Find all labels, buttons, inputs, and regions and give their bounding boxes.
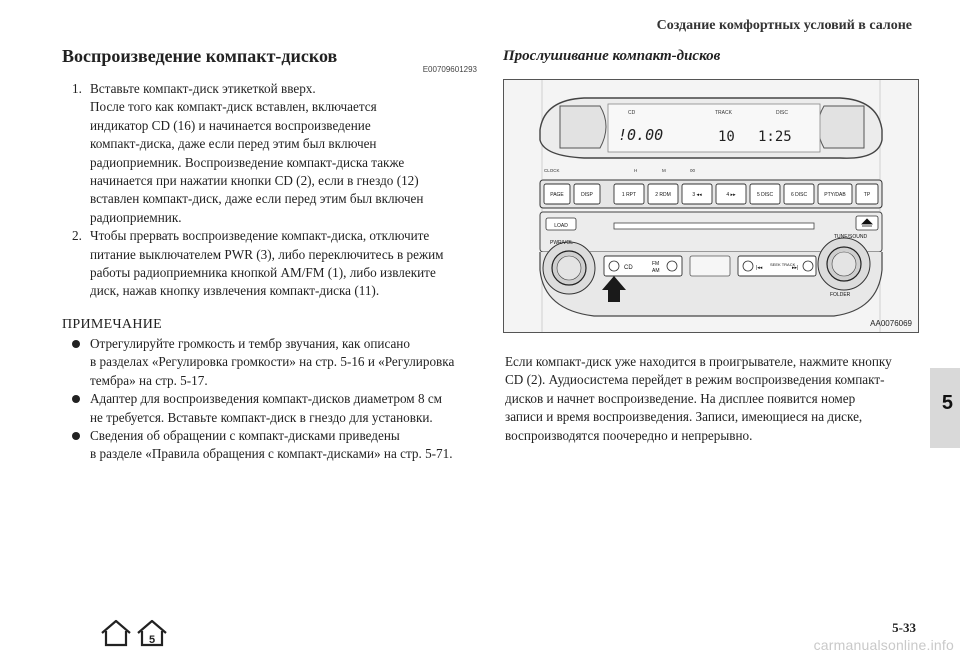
- radio-illustration: [504, 80, 918, 332]
- page-button-label: PAGE: [550, 192, 564, 198]
- preset-6-label: 6 DISC: [790, 192, 808, 198]
- bullet-icon: [62, 390, 90, 427]
- text-line: Если компакт-диск уже находится в проигрывателе, нажмите кнопку: [505, 354, 892, 369]
- display-readout: !0.00: [618, 126, 664, 144]
- pwr-vol-label: PWR/VOL: [550, 240, 574, 246]
- text-line: питание выключателем PWR (3), либо переключитесь в режим: [90, 246, 444, 262]
- cd-button-label: CD: [624, 265, 633, 271]
- pty-button-label: PTY/DAB: [824, 192, 846, 198]
- folder-label: FOLDER: [830, 292, 851, 298]
- step-item: [62, 227, 477, 301]
- step-list: [62, 80, 477, 301]
- display-time: 1:25: [758, 129, 792, 145]
- text-line: диск, нажав кнопку извлечения компакт-диска (11).: [90, 283, 380, 299]
- preset-1-label: 1 RPT: [621, 192, 637, 198]
- text-line: начинается при нажатии кнопки CD (2), если в гнездо (12): [90, 173, 419, 189]
- text-line: индикатор CD (16) и начинается воспроизведение: [90, 117, 371, 133]
- note-heading: ПРИМЕЧАНИЕ: [62, 316, 162, 332]
- text-block: [90, 227, 443, 301]
- text-line: в разделе «Правила обращения с компакт-дисками» на стр. 5-71.: [90, 446, 453, 462]
- cd-slot: [614, 223, 814, 229]
- text-block: [90, 427, 453, 464]
- figure-code: AA0076069: [870, 319, 912, 328]
- minute-label: M: [662, 168, 666, 173]
- step-number: 2.: [72, 228, 82, 244]
- display-track-label: TRACK: [715, 110, 732, 116]
- note-item: [62, 390, 477, 427]
- note-item: [62, 427, 477, 464]
- tp-button-label: TP: [863, 192, 871, 198]
- am-button-label: AM: [652, 268, 660, 274]
- text-line: Вставьте компакт-диск этикеткой вверх.: [90, 81, 316, 96]
- text-line: радиоприемник. Воспроизведение компакт-диска также: [90, 154, 405, 170]
- right-column: [503, 48, 923, 445]
- text-block: [90, 80, 423, 227]
- display-disc-label: DISC: [776, 110, 788, 116]
- bullet-icon: [62, 335, 90, 390]
- text-line: CD (2). Аудиосистема перейдет в режим воспроизведения компакт-: [505, 372, 885, 388]
- tune-sound-label: TUNE/SOUND: [834, 234, 868, 240]
- running-header: Создание комфортных условий в салоне: [656, 18, 912, 33]
- text-block: [505, 353, 923, 445]
- seek-track-label: SEEK TRACK: [770, 262, 796, 267]
- chapter-home-number: 5: [148, 634, 156, 646]
- preset-3-label: 3 ◂◂: [692, 192, 702, 198]
- text-line: Сведения об обращении с компакт-дисками приведены: [90, 427, 400, 443]
- load-button-label: LOAD: [554, 223, 568, 229]
- text-line: После того как компакт-диск вставлен, включается: [90, 99, 377, 115]
- preset-4-label: 4 ▸▸: [726, 192, 736, 198]
- bullet-icon: [62, 427, 90, 464]
- step-number: 1.: [72, 81, 82, 96]
- text-line: компакт-диска, даже если перед этим был включен: [90, 136, 377, 152]
- note-list: [62, 335, 477, 464]
- navigation-icons: [98, 617, 178, 649]
- text-line: тембра» на стр. 5-17.: [90, 372, 208, 388]
- note-item: [62, 335, 477, 390]
- text-line: вставлен компакт-диск, даже если перед этим был включен: [90, 191, 424, 207]
- clock-label: CLOCK: [544, 168, 560, 173]
- section-title: Воспроизведение компакт-дисков: [62, 46, 338, 66]
- subsection-title: Прослушивание компакт-дисков: [503, 48, 721, 64]
- text-line: записи и время воспроизведения. Записи, имеющиеся на диске,: [505, 409, 863, 425]
- chapter-tab-number: 5: [941, 392, 953, 414]
- hour-label: H: [634, 168, 638, 173]
- disp-button-label: DISP: [581, 192, 593, 198]
- text-line: работы радиоприемника кнопкой AM/FM (1), либо извлеките: [90, 265, 436, 281]
- step-item: [62, 80, 477, 227]
- text-line: Отрегулируйте громкость и тембр звучания, как описано: [90, 335, 410, 351]
- radio-figure: [503, 79, 919, 333]
- text-line: дисков и начнет воспроизведение. На дисплее появится номер: [505, 390, 856, 406]
- chapter-home-icon: [138, 621, 166, 646]
- home-icon: [102, 621, 130, 645]
- text-line: в разделах «Регулировка громкости» на стр. 5-16 и «Регулировка: [90, 354, 455, 370]
- zero-label: 00: [690, 168, 696, 173]
- cd-button-indicator: [609, 261, 619, 271]
- text-line: воспроизводятся поочередно и непрерывно.: [505, 427, 753, 443]
- text-line: не требуется. Вставьте компакт-диск в гнездо для установки.: [90, 409, 433, 425]
- fm-button-label: FM: [652, 261, 660, 267]
- preset-5-label: 5 DISC: [756, 192, 774, 198]
- description-paragraph: [503, 353, 923, 445]
- prev-track-label: |◂◂: [756, 265, 763, 271]
- text-block: [90, 390, 442, 427]
- text-block: [90, 335, 454, 390]
- document-code: E00709601293: [422, 65, 477, 74]
- text-line: Чтобы прервать воспроизведение компакт-диска, отключите: [90, 228, 430, 244]
- text-line: Адаптер для воспроизведения компакт-дисков диаметром 8 см: [90, 391, 443, 407]
- page-number: 5-33: [892, 620, 916, 635]
- display-track-number: 10: [718, 129, 735, 145]
- watermark: carmanualsonline.info: [813, 637, 954, 653]
- display-cd-label: CD: [628, 110, 636, 116]
- preset-2-label: 2 RDM: [655, 192, 671, 198]
- next-track-label: ▸▸|: [792, 265, 799, 271]
- left-column: [62, 45, 477, 464]
- text-line: радиоприемник.: [90, 209, 182, 225]
